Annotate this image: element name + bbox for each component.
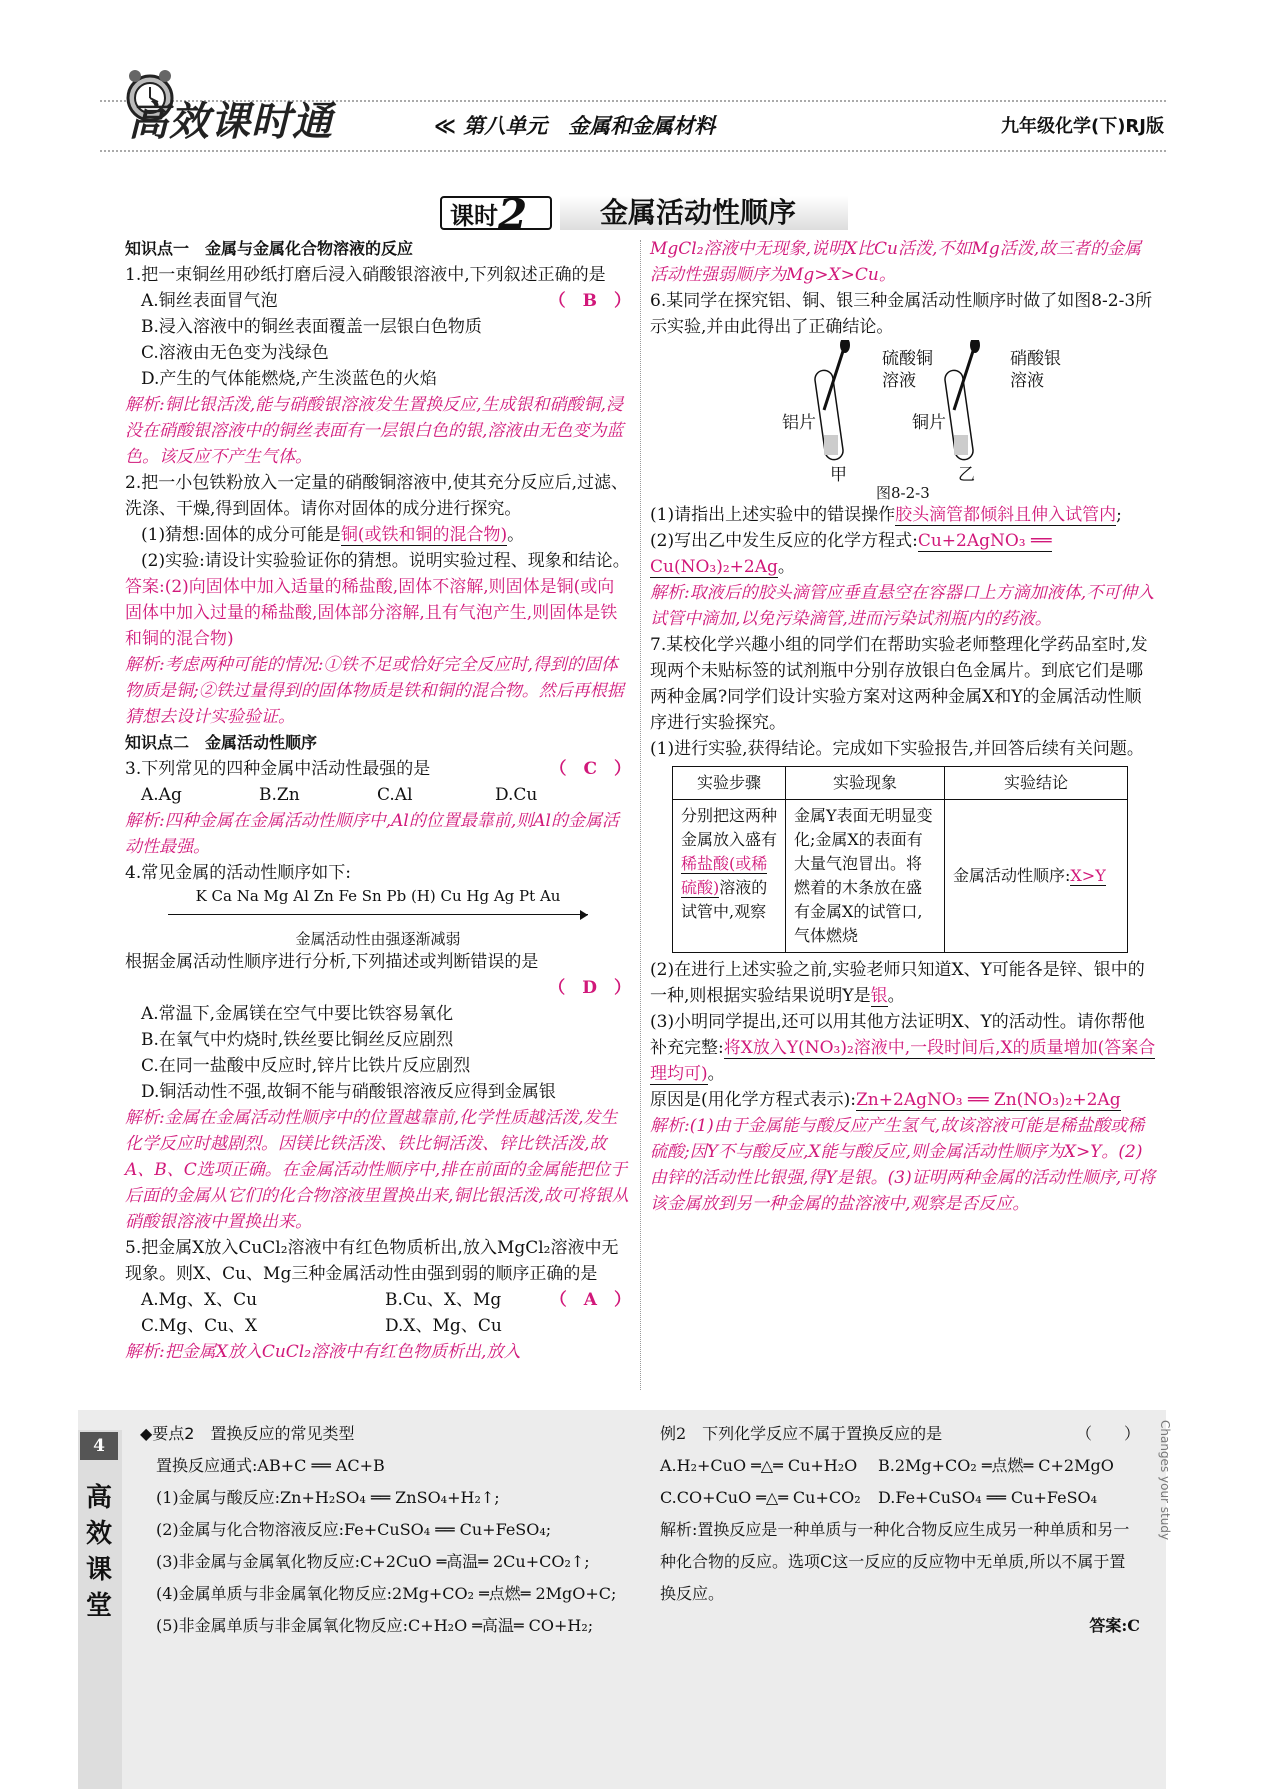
table-cell-phenomenon: 金属Y表面无明显变化;金属X的表面有大量气泡冒出。将燃着的木条放在盛有金属X的试管口,气体燃烧 [786, 800, 945, 953]
activity-series-metals: K Ca Na Mg Al Zn Fe Sn Pb (H) Cu Hg Ag Pt Au [195, 887, 561, 905]
q7-part-1: (1)进行实验,获得结论。完成如下实验报告,并回答后续有关问题。 [650, 739, 1144, 759]
lesson-number: 2 [498, 190, 528, 239]
q7-analysis: 解析:(1)由于金属能与酸反应产生氢气,故该溶液可能是稀盐酸或稀硫酸;因Y不与酸反应,X能与酸反应,则金属活动性顺序为X>Y。(2)由锌的活动性比银强,得Y是银。(3)证明两种金属的活动性顺序,可将该金属放到另一种金属的盐溶液中,观察是否反应。 [650, 1116, 1156, 1214]
solution-1-label: 硫酸铜溶液 [882, 349, 933, 391]
example-question: 例2 下列化学反应不属于置换反应的是 （ ） [660, 1424, 1140, 1443]
question-5: 5.把金属X放入CuCl₂溶液中有红色物质析出,放入MgCl₂溶液中无现象。则X、Cu、Mg三种金属活动性由强到弱的顺序正确的是 （ A ） [125, 1235, 631, 1287]
lesson-title: 金属活动性顺序 [560, 196, 848, 230]
figure-caption: 图8-2-3 [876, 484, 930, 502]
q7-part-3: (3)小明同学提出,还可以用其他方法证明X、Y的活动性。请你帮他补充完整:将X放入Y(NO₃)₂溶液中,一段时间后,X的质量增加(答案合理均可)。 [650, 1012, 1156, 1084]
example-analysis: 解析:置换反应是一种单质与一种化合物反应生成另一种单质和另一种化合物的反应。选项C这一反应的反应物中无单质,所以不属于置换反应。 [660, 1520, 1130, 1603]
q1-option-c: C.溶液由无色变为浅绿色 [141, 343, 329, 363]
key-point-2-block [140, 1418, 640, 1642]
reaction-type-3: (3)非金属与金属氧化物反应:C+2CuO ═高温═ 2Cu+CO₂↑; [156, 1552, 590, 1571]
table-header: 实验现象 [786, 767, 945, 800]
activity-series-caption: 金属活动性由强逐渐减弱 [295, 930, 461, 948]
table-cell-step: 分别把这两种金属放入盛有稀盐酸(或稀硫酸)溶液的试管中,观察 [673, 800, 786, 953]
q2-part-1: (1)猜想:固体的成分可能是铜(或铁和铜的混合物)。 [141, 525, 525, 545]
q2-analysis: 解析:考虑两种可能的情况:①铁不足或恰好完全反应时,得到的固体物质是铜;②铁过量得到的固体物质是铁和铜的混合物。然后再根据猜想去设计实验验证。 [125, 655, 624, 727]
example-2-block [660, 1418, 1140, 1642]
q4-answer: （ D ） [548, 978, 631, 998]
lesson-label: 课时2 [440, 196, 552, 230]
q4-option-c: C.在同一盐酸中反应时,锌片比铁片反应剧烈 [141, 1056, 471, 1076]
column-divider [640, 240, 641, 1390]
q5-answer: （ A ） [549, 1290, 631, 1310]
q3-options: A.Ag B.Zn C.Al D.Cu [141, 785, 538, 805]
q5-options-cd: C.Mg、Cu、X D.X、Mg、Cu [141, 1316, 502, 1336]
q7-part-3-answer: 将X放入Y(NO₃)₂溶液中,一段时间后,X的质量增加(答案合理均可) [650, 1038, 1156, 1084]
question-6: 6.某同学在探究铝、铜、银三种金属活动性顺序时做了如图8-2-3所示实验,并由此得出了正确结论。 [650, 291, 1153, 337]
logo-text: 高效课时通 [128, 99, 333, 145]
solution-2-label: 硝酸银溶液 [1010, 349, 1061, 391]
table-header-row [673, 767, 1128, 800]
q5-analysis-continued: MgCl₂溶液中无现象,说明X比Cu活泼,不如Mg活泼,故三者的金属活动性强弱顺序为Mg>X>Cu。 [650, 239, 1142, 285]
question-4: 4.常见金属的活动性顺序如下: [125, 863, 351, 883]
q7-reason-equation: Zn+2AgNO₃ ══ Zn(NO₃)₂+2Ag [856, 1090, 1121, 1110]
q7-part-2-answer: 银 [870, 986, 888, 1006]
q1-answer: （ B ） [548, 291, 631, 311]
q7-reason: 原因是(用化学方程式表示):Zn+2AgNO₃ ══ Zn(NO₃)₂+2Ag [650, 1090, 1121, 1110]
left-column [125, 236, 631, 1365]
reaction-type-1: (1)金属与酸反应:Zn+H₂SO₄ ══ ZnSO₄+H₂↑; [156, 1488, 500, 1507]
q5-analysis: 解析:把金属X放入CuCl₂溶液中有红色物质析出,放入 [125, 1342, 521, 1362]
q2-part-2: (2)实验:请设计实验验证你的猜想。说明实验过程、现象和结论。 [141, 551, 630, 571]
activity-arrow [168, 906, 588, 924]
q3-analysis: 解析:四种金属在金属活动性顺序中,Al的位置最靠前,则Al的金属活动性最强。 [125, 811, 619, 857]
q6-part-1: (1)请指出上述实验中的错误操作胶头滴管都倾斜且伸入试管内; [650, 505, 1122, 525]
q6-part-2: (2)写出乙中发生反应的化学方程式:Cu+2AgNO₃ ══ Cu(NO₃)₂+2Ag。 [650, 531, 1052, 577]
vertical-slogan: Changes your study [1158, 1420, 1172, 1541]
q4-option-b: B.在氧气中灼烧时,铁丝要比铜丝反应剧烈 [141, 1030, 454, 1050]
q2-part-1-answer: 铜(或铁和铜的混合物) [340, 525, 508, 545]
q6-part-1-answer: 胶头滴管都倾斜且伸入试管内 [895, 505, 1117, 525]
example-options-ab: A.H₂+CuO ═△═ Cu+H₂O B.2Mg+CO₂ ═点燃═ C+2MgO [660, 1456, 1114, 1475]
example-options-cd: C.CO+CuO ═△═ Cu+CO₂ D.Fe+CuSO₄ ══ Cu+FeSO₄ [660, 1488, 1098, 1507]
metal-2-label: 铜片 [912, 413, 946, 433]
table-cell-conclusion: 金属活动性顺序:X>Y [945, 800, 1128, 953]
reaction-type-5: (5)非金属单质与非金属氧化物反应:C+H₂O ═高温═ CO+H₂; [156, 1616, 594, 1635]
q1-option-a: A.铜丝表面冒气泡 [141, 291, 278, 311]
tube-2-label: 乙 [958, 465, 975, 485]
example-answer: 答案:C [1089, 1616, 1140, 1635]
q4-analysis: 解析:金属在金属活动性顺序中的位置越靠前,化学性质越活泼,发生化学反应时越剧烈。因镁比铁活泼、铁比铜活泼、锌比铁活泼,故A、B、C选项正确。在金属活动性顺序中,排在前面的金属能把位于后面的金属从它们的化合物溶液里置换出来,铜比银活泼,故可将银从硝酸银溶液中置换出来。 [125, 1108, 629, 1232]
q1-option-b: B.浸入溶液中的铜丝表面覆盖一层银白色物质 [141, 317, 482, 337]
question-2: 2.把一小包铁粉放入一定量的硝酸铜溶液中,使其充分反应后,过滤、洗涤、干燥,得到固体。请你对固体的成分进行探究。 [125, 473, 629, 519]
question-7: 7.某校化学兴趣小组的同学们在帮助实验老师整理化学药品室时,发现两个未贴标签的试剂瓶中分别存放银白色金属片。到底它们是哪两种金属?同学们设计实验方案对这两种金属X和Y的金属活动性顺序进行实验探究。 [650, 635, 1148, 733]
q6-analysis: 解析:取液后的胶头滴管应垂直悬空在容器口上方滴加液体,不可伸入试管中滴加,以免污染滴管,进而污染试剂瓶内的药液。 [650, 583, 1155, 629]
metal-1-label: 铝片 [782, 413, 816, 433]
table-header: 实验步骤 [673, 767, 786, 800]
general-formula: 置换反应通式:AB+C ══ AC+B [156, 1456, 385, 1475]
figure-8-2-3 [650, 340, 1156, 502]
question-1: 1.把一束铜丝用砂纸打磨后浸入硝酸银溶液中,下列叙述正确的是 （ B ） [125, 262, 631, 288]
experiment-report-table [672, 766, 1128, 953]
q7-part-2: (2)在进行上述实验之前,实验老师只知道X、Y可能各是锌、银中的一种,则根据实验结果说明Y是银。 [650, 960, 1145, 1006]
tube-1-label: 甲 [830, 465, 847, 485]
reaction-type-2: (2)金属与化合物溶液反应:Fe+CuSO₄ ══ Cu+FeSO₄; [156, 1520, 552, 1539]
question-3: 3.下列常见的四种金属中活动性最强的是 （ C ） [125, 756, 631, 782]
page-number: 4 [80, 1432, 118, 1460]
q2-answer: 答案:(2)向固体中加入适量的稀盐酸,固体不溶解,则固体是铜(或向固体中加入过量的稀盐酸,固体部分溶解,且有气泡产生,则固体是铁和铜的混合物) [125, 577, 618, 649]
activity-series [125, 886, 631, 949]
q4-option-d: D.铜活动性不强,故铜不能与硝酸银溶液反应得到金属银 [141, 1082, 556, 1102]
key-point-title: ◆要点2 置换反应的常见类型 [140, 1424, 355, 1443]
table-row [673, 800, 1128, 953]
q4-option-a: A.常温下,金属镁在空气中要比铁容易氧化 [141, 1004, 454, 1024]
grade-label: 九年级化学(下)RJ版 [1000, 116, 1164, 137]
q5-options-ab: A.Mg、X、Cu B.Cu、X、Mg [141, 1290, 502, 1310]
right-column [650, 236, 1156, 1217]
knowledge-point-1: 知识点一 金属与金属化合物溶液的反应 [125, 239, 414, 258]
table-header: 实验结论 [945, 767, 1128, 800]
q4-ask: 根据金属活动性顺序进行分析,下列描述或判断错误的是 [125, 952, 539, 972]
unit-title: ≪ 第八单元 金属和金属材料 [434, 114, 716, 138]
knowledge-point-2: 知识点二 金属活动性顺序 [125, 733, 318, 752]
q6-part-2-answer: Cu+2AgNO₃ ══ Cu(NO₃)₂+2Ag [650, 531, 1052, 577]
side-tab-label: 高效课堂 [85, 1483, 112, 1621]
q1-option-d: D.产生的气体能燃烧,产生淡蓝色的火焰 [141, 369, 437, 389]
reaction-type-4: (4)金属单质与非金属氧化物反应:2Mg+CO₂ ═点燃═ 2MgO+C; [156, 1584, 617, 1603]
q1-analysis: 解析:铜比银活泼,能与硝酸银溶液发生置换反应,生成银和硝酸铜,浸没在硝酸银溶液中的铜丝表面有一层银白色的银,溶液由无色变为蓝色。该反应不产生气体。 [125, 395, 624, 467]
q3-answer: （ C ） [549, 759, 631, 779]
